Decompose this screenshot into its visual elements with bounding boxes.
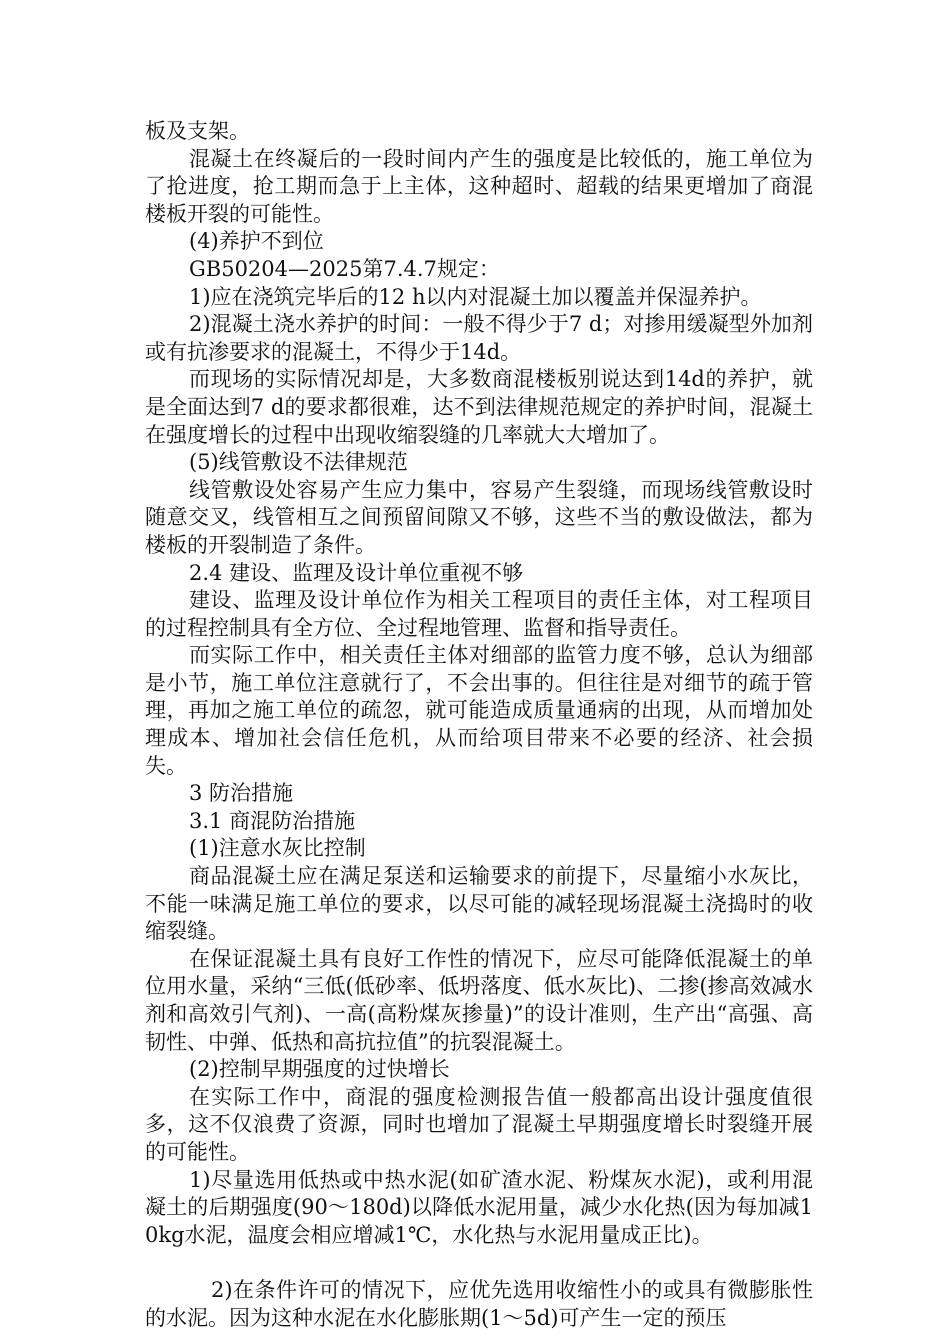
section-heading: 2.4 建设、监理及设计单位重视不够 xyxy=(189,560,524,585)
list-item: 2)在条件许可的情况下，应优先选用收缩性小的或具有微膨胀性的水泥。因为这种水泥在水化膨胀期(1～5d)可产生一定的预压 xyxy=(145,1277,813,1330)
subheading: (2)控制早期强度的过快增长 xyxy=(189,1057,450,1082)
paragraph: 建设、监理及设计单位作为相关工程项目的责任主体，对工程项目的过程控制具有全方位、全过程地管理、监督和指导责任。 xyxy=(145,588,813,640)
paragraph: 商品混凝土应在满足泵送和运输要求的前提下，尽量缩小水灰比，不能一味满足施工单位的要求，以尽可能的减轻现场混凝土浇捣时的收缩裂缝。 xyxy=(145,864,813,944)
paragraph: 混凝土在终凝后的一段时间内产生的强度是比较低的，施工单位为了抢进度，抢工期而急于上主体，这种超时、超载的结果更增加了商混楼板开裂的可能性。 xyxy=(145,146,813,226)
list-item: 1)尽量选用低热或中热水泥(如矿渣水泥、粉煤灰水泥)，或利用混凝土的后期强度(90～180d)以降低水泥用量，减少水化热(因为每加减10kg水泥，温度会相应增减1℃，水化热与水泥用量成正比)。 xyxy=(145,1167,813,1247)
paragraph: 在实际工作中，商混的强度检测报告值一般都高出设计强度值很多，这不仅浪费了资源，同时也增加了混凝土早期强度增长时裂缝开展的可能性。 xyxy=(145,1084,813,1164)
subheading: (5)线管敷设不法律规范 xyxy=(189,450,408,475)
section-heading: 3.1 商混防治措施 xyxy=(189,808,356,833)
section-heading: 3 防治措施 xyxy=(189,781,294,806)
paragraph: 板及支架。 xyxy=(145,119,250,143)
blank-line xyxy=(145,1249,813,1277)
paragraph: 在保证混凝土具有良好工作性的情况下，应尽可能降低混凝土的单位用水量，采纳“三低(低砂率、低坍落度、低水灰比)、二掺(掺高效减水剂和高效引气剂)、一高(高粉煤灰掺量)”的设计准则，生产出“高强、高韧性、中弹、低热和高抗拉值”的抗裂混凝土。 xyxy=(145,946,813,1054)
paragraph: 线管敷设处容易产生应力集中，容易产生裂缝，而现场线管敷设时随意交叉，线管相互之间预留间隙又不够，这些不当的敷设做法，都为楼板的开裂制造了条件。 xyxy=(145,477,813,557)
subheading: (4)养护不到位 xyxy=(189,229,324,254)
subheading: (1)注意水灰比控制 xyxy=(189,836,366,861)
document-body xyxy=(145,118,813,1332)
paragraph: GB50204—2025第7.4.7规定： xyxy=(189,256,500,281)
paragraph: 而实际工作中，相关责任主体对细部的监管力度不够，总认为细部是小节，施工单位注意就行了，不会出事的。但往往是对细节的疏于管理，再加之施工单位的疏忽，就可能造成质量通病的出现，从而增加处理成本、增加社会信任危机，从而给项目带来不必要的经济、社会损失。 xyxy=(145,643,813,778)
list-item: 1)应在浇筑完毕后的12 h以内对混凝土加以覆盖并保湿养护。 xyxy=(189,284,762,309)
list-item: 2)混凝土浇水养护的时间：一般不得少于7 d；对掺用缓凝型外加剂或有抗渗要求的混凝土，不得少于14d。 xyxy=(145,312,813,364)
paragraph: 而现场的实际情况却是，大多数商混楼板别说达到14d的养护，就是全面达到7 d的要求都很难，达不到法律规范规定的养护时间，混凝土在强度增长的过程中出现收缩裂缝的几率就大大增加了。 xyxy=(145,367,813,447)
